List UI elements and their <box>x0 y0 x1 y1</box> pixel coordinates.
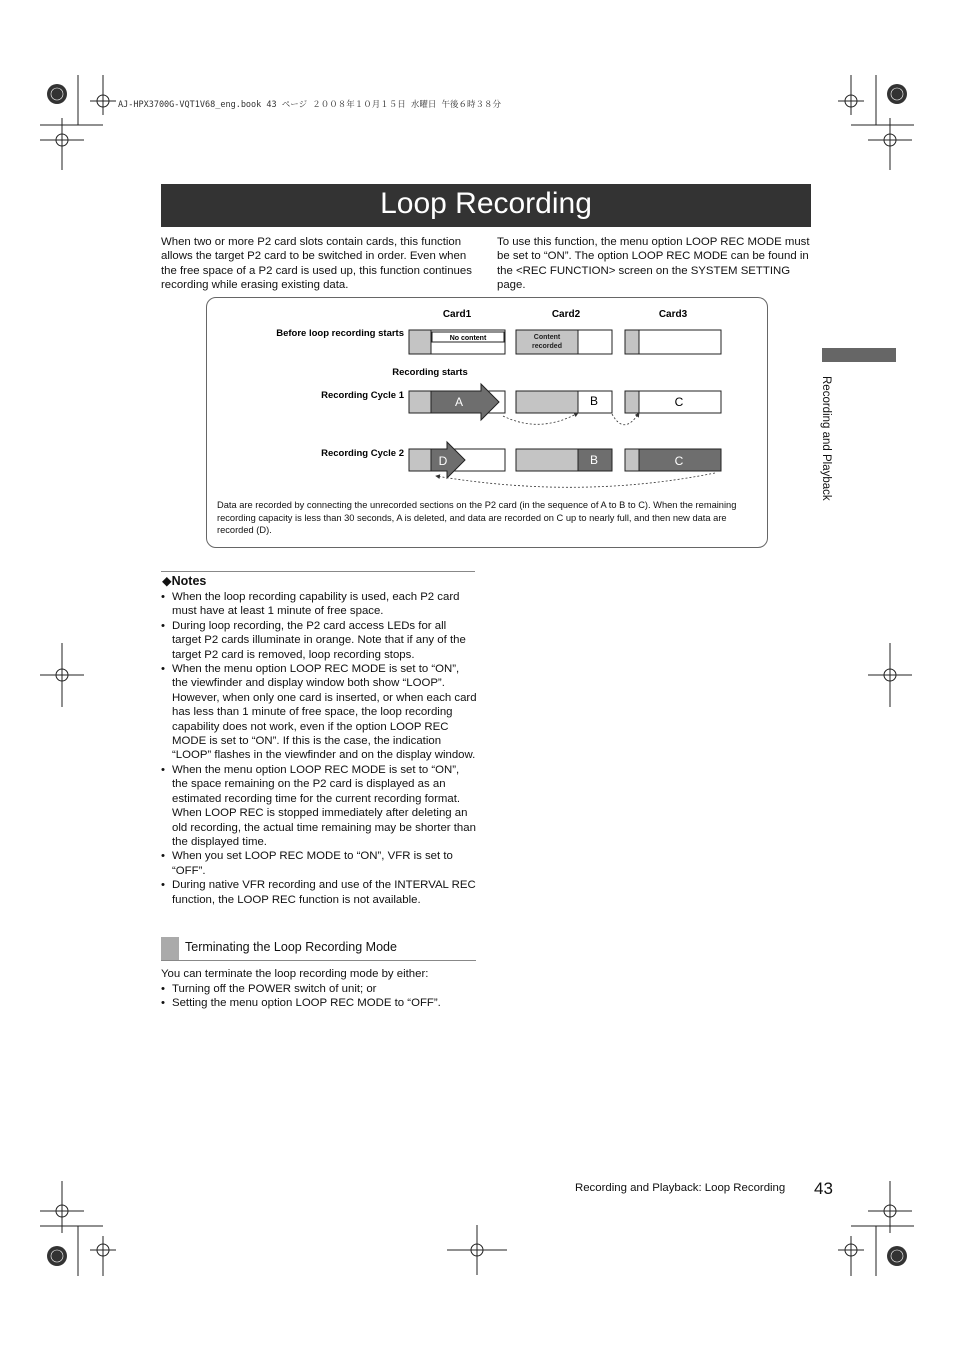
terminating-item: • Turning off the POWER switch of unit; or <box>161 982 441 996</box>
note-item: • When the menu option LOOP REC MODE is set to “ON”, the viewfinder and display window both show “LOOP”. However, when only one card is inserted, or when each card has less than 1 minute of free space, the loop recording capability does not work, even if the option LOOP REC MODE is set to “ON”. If this is the case, the indication “LOOP” flashes in the viewfinder and on the display window. <box>161 662 477 763</box>
content-recorded-label: Content recorded <box>532 334 562 350</box>
terminating-heading: Terminating the Loop Recording Mode <box>185 940 397 954</box>
page-title: Loop Recording <box>161 184 811 227</box>
note-item: • During native VFR recording and use of the INTERVAL REC function, the LOOP REC function is not available. <box>161 878 477 907</box>
notes-list <box>161 590 477 907</box>
label-cycle-1: Recording Cycle 1 <box>321 390 404 401</box>
arrow-c-to-d <box>436 473 715 487</box>
segment-a-label: A <box>454 395 464 409</box>
arrow-a-to-b <box>503 413 578 424</box>
terminating-list <box>161 982 441 1011</box>
notes-divider <box>161 571 475 572</box>
chapter-tab <box>822 348 896 362</box>
segment-b-label-cycle1: B <box>589 394 599 408</box>
card1-header: Card1 <box>442 309 472 320</box>
intro-left-paragraph: When two or more P2 card slots contain cards, this function allows the target P2 card to be switched in order. Even when the free space of a P2 card is used up, this function continues recording while erasing existing data. <box>161 236 472 292</box>
notes-heading: ◆Notes <box>162 574 207 588</box>
terminating-item: • Setting the menu option LOOP REC MODE to “OFF”. <box>161 996 441 1010</box>
note-item: • When you set LOOP REC MODE to “ON”, VFR is set to “OFF”. <box>161 849 477 878</box>
terminating-intro: You can terminate the loop recording mode by either: <box>161 968 429 980</box>
chapter-tab-label <box>820 376 860 526</box>
intro-right-paragraph: To use this function, the menu option LOOP REC MODE must be set to “ON”. The option LOOP REC MODE can be found in the <REC FUNCTION> screen on the SYSTEM SETTING page. <box>497 236 810 292</box>
segment-c-label-cycle2: C <box>674 454 684 468</box>
footer-section-title: Recording and Playback: Loop Recording <box>575 1182 786 1194</box>
note-item: • When the menu option LOOP REC MODE is set to “ON”, the space remaining on the P2 card is displayed as an estimated recording time for the current recording format. When LOOP REC is stopped immediately after deleting an old recording, the actual time remaining may be shorter than the displayed time. <box>161 763 477 849</box>
note-item: • During loop recording, the P2 card access LEDs for all target P2 cards illuminate in orange. Note that if any of the target P2 card is removed, loop recording stops. <box>161 619 477 662</box>
chapter-tab-text: Recording and Playback <box>820 376 832 501</box>
card3-header: Card3 <box>658 309 688 320</box>
segment-b-label-cycle2: B <box>589 453 599 467</box>
segment-d-label: D <box>438 454 448 468</box>
segment-a-arrow <box>431 384 499 420</box>
label-recording-starts: Recording starts <box>392 367 468 378</box>
arrow-b-to-c <box>612 413 639 425</box>
label-before-loop: Before loop recording starts <box>276 328 404 339</box>
print-header: AJ-HPX3700G-VQT1V68_eng.book 43 ページ ２００８年１０月１５日 水曜日 午後６時３８分 <box>118 100 501 110</box>
no-content-label: No content <box>449 335 487 342</box>
page-number: 43 <box>814 1179 833 1198</box>
diagram-caption: Data are recorded by connecting the unrecorded sections on the P2 card (in the sequence of A to B to C). When the remaining recording capacity is less than 30 seconds, A is deleted, and data are recorded on C up to nearly full, and then new data are recorded (D). <box>217 500 737 535</box>
segment-c-label-cycle1: C <box>674 395 684 409</box>
section-divider <box>161 960 476 961</box>
card2-header: Card2 <box>551 309 581 320</box>
section-marker <box>161 937 179 960</box>
segment-d-arrow <box>431 442 465 478</box>
label-cycle-2: Recording Cycle 2 <box>321 448 404 459</box>
note-item: • When the loop recording capability is used, each P2 card must have at least 1 minute of free space. <box>161 590 477 619</box>
